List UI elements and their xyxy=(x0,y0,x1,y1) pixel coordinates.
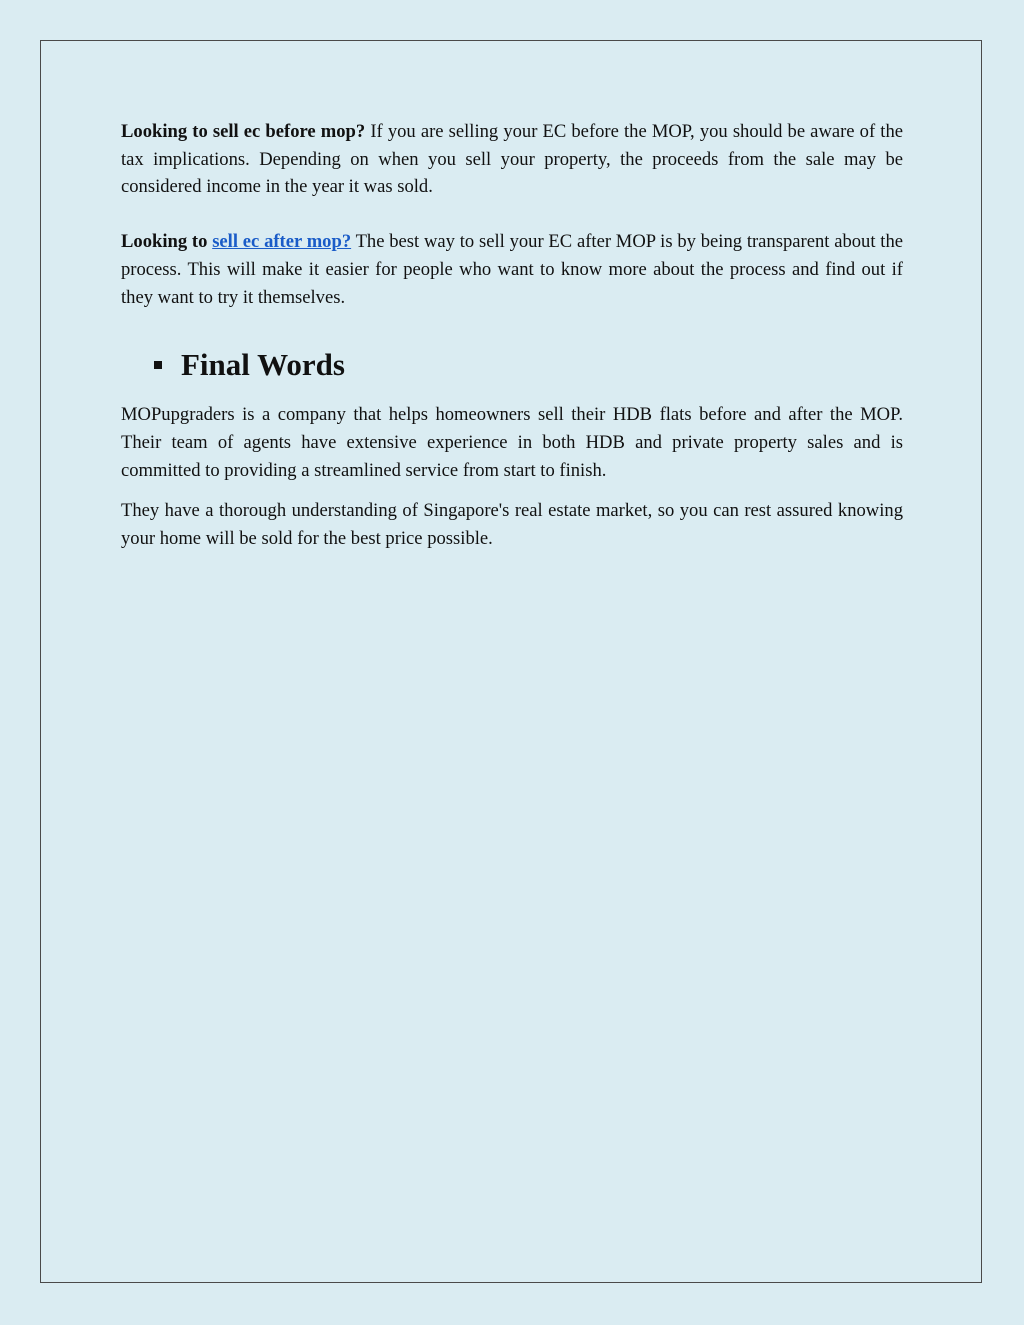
sell-ec-after-mop-link[interactable]: sell ec after mop? xyxy=(212,231,352,253)
paragraph-lead: Looking to sell ec before mop? xyxy=(121,121,366,142)
paragraph-market-understanding: They have a thorough understanding of Singapore's real estate market, so you can rest assured knowing your home will be sold for the best price possible. xyxy=(121,500,903,550)
paragraph-body: The best way to sell your EC after MOP is by being transparent about the process. This will make it easier for people who want to know more about the process and find out if they want to try it themselves. xyxy=(121,231,903,308)
paragraph-company-intro: MOPupgraders is a company that helps homeowners sell their HDB flats before and after the MOP. Their team of agents have extensive experience in both HDB and private property sales and is committed to providing a streamlined service from start to finish. xyxy=(121,404,903,481)
document-content xyxy=(121,118,903,553)
section-heading-text: Final Words xyxy=(181,347,345,383)
paragraph-lead: Looking to xyxy=(121,231,213,253)
section-heading-final-words xyxy=(121,345,903,385)
paragraph-body: If you are selling your EC before the MOP, you should be aware of the tax implications. Depending on when you sell your property, the proceeds from the sale may be considered income in the year it was sold. xyxy=(121,121,903,198)
paragraph-sell-before-mop xyxy=(121,118,903,201)
square-bullet-icon xyxy=(154,361,162,369)
paragraph-sell-after-mop xyxy=(121,228,903,311)
